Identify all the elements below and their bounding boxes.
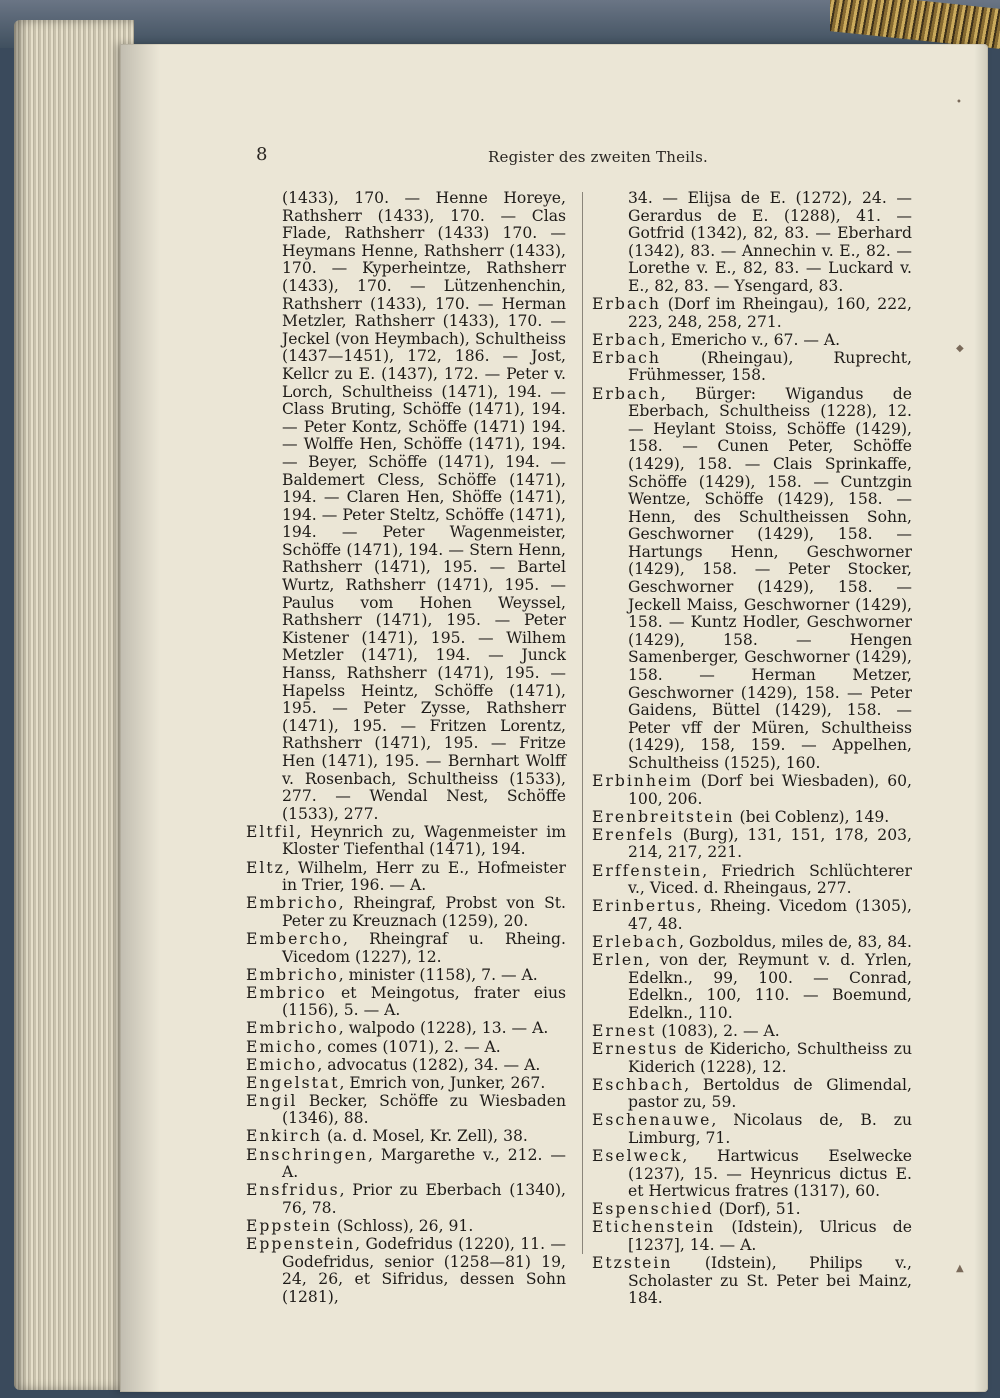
- entry-text: (a. d. Mosel, Kr. Zell), 38.: [322, 1127, 528, 1146]
- entry-headword: Eppstein: [246, 1216, 332, 1235]
- entry-headword: Engelstat: [246, 1073, 340, 1092]
- entry-text: , Margarethe v., 212. — A.: [282, 1145, 566, 1182]
- index-entry: [246, 1218, 566, 1236]
- entry-headword: Eppenstein: [246, 1235, 356, 1254]
- entry-headword: Erinbertus: [592, 897, 697, 916]
- entry-text: et Meingotus, frater eius (1156), 5. — A.: [282, 983, 566, 1020]
- entry-headword: Erenbreitstein: [592, 807, 735, 826]
- entry-text: , von der, Reymunt v. d. Yrlen, Edelkn., 99, 100. — Conrad, Edelkn., 100, 110. — Boemund, Edelkn., 110.: [628, 951, 912, 1022]
- index-entry: [246, 1147, 566, 1182]
- entry-headword: Emicho: [246, 1037, 318, 1056]
- entry-headword: Erbach: [592, 330, 661, 349]
- entry-text: de Kidericho, Schultheiss zu Kiderich (1228), 12.: [628, 1040, 912, 1076]
- entry-text: , Heynrich zu, Wagenmeister im Kloster Tiefenthal (1471), 194.: [282, 822, 566, 859]
- entry-text: , Emericho v., 67. — A.: [660, 330, 841, 349]
- entry-headword: Embercho: [246, 929, 343, 948]
- entry-headword: Ernestus: [592, 1040, 679, 1058]
- index-entry: [592, 773, 912, 808]
- index-entry: [592, 1023, 912, 1041]
- index-entry: [592, 1041, 912, 1076]
- index-entry: [246, 190, 566, 823]
- entry-headword: Erlen: [592, 951, 646, 970]
- index-entry: [592, 863, 912, 898]
- entry-headword: Erbach: [592, 384, 661, 403]
- entry-headword: Embricho: [246, 965, 339, 984]
- entry-headword: Eschbach: [592, 1075, 685, 1094]
- entry-text: (Burg), 131, 151, 178, 203, 214, 217, 221.: [628, 825, 912, 862]
- index-entry: [246, 985, 566, 1020]
- index-entry: [592, 1077, 912, 1112]
- index-entry: [592, 296, 912, 331]
- entry-text: (Dorf im Rheingau), 160, 222, 223, 248, 258, 271.: [628, 295, 912, 331]
- entry-headword: Engil: [246, 1091, 298, 1110]
- index-entry: [246, 1182, 566, 1217]
- index-entry: [592, 332, 912, 350]
- entry-text: , Gozboldus, miles de, 83, 84.: [679, 932, 913, 951]
- page-edge-shadow: [974, 44, 988, 1392]
- index-entry: [592, 350, 912, 385]
- entry-text: (Dorf), 51.: [713, 1200, 801, 1219]
- entry-headword: Etichenstein: [592, 1218, 716, 1237]
- index-entry: [592, 1219, 912, 1254]
- entry-headword: Erbach: [592, 295, 661, 314]
- page-stack: [14, 20, 134, 1390]
- entry-text: (1433), 170. — Henne Horeye, Rathsherr (1433), 170. — Clas Flade, Rathsherr (1433) 170. — Heymans Henne, Rathsherr (1433), 170. — Kyperheintze, Rathsherr (1433), 170. — Lützenhenchin, Rathsherr (1433), 170. — Herman Metzler, Rathsherr (1433), 170. — Jeckel (von Heymbach), Schultheiss (1437—1451), 172, 186. — Jost, Kellcr zu E. (1437), 172. — Peter v. Lorch, Schultheiss (1471), 194. — Class Bruting, Schöffe (1471), 194. — Peter Kontz, Schöffe (1471) 194. — Wolffe Hen, Schöffe (1471), 194. — Beyer, Schöffe (1471), 194. — Baldemert Cless, Schöffe (1471), 194. — Claren Hen, Shöffe (1471), 194. — Peter Steltz, Schöffe (1471), 194. — Peter Wagenmeister, Schöffe (1471), 194. — Stern Henn, Rathsherr (1471), 195. — Bartel Wurtz, Rathsherr (1471), 195. — Paulus vom Hohen Weyssel, Rathsherr (1471), 195. — Peter Kistener (1471), 195. — Wilhem Metzler (1471), 194. — Junck Hanss, Rathsherr (1471), 195. — Hapelss Heintz, Schöffe (1471), 195. — Peter Zysse, Rathsherr (1471), 195. — Fritzen Lorentz, Rathsherr (1471), 195. — Fritze Hen (1471), 195. — Bernhart Wolff v. Rosenbach, Schultheiss (1533), 277. — Wendal Nest, Schöffe (1533), 277.: [282, 189, 566, 823]
- entry-text: , Bertoldus de Glimendal, pastor zu, 59.: [628, 1075, 912, 1112]
- index-entry: [246, 1236, 566, 1306]
- entry-text: , Nicolaus de, B. zu Limburg, 71.: [628, 1111, 912, 1147]
- entry-headword: Eselweck: [592, 1147, 683, 1166]
- right-column: [592, 190, 912, 1308]
- entry-text: (Rheingau), Ruprecht, Frühmesser, 158.: [628, 348, 912, 385]
- entry-text: (Idstein), Philips v., Scholaster zu St. Peter bei Mainz, 184.: [628, 1254, 912, 1308]
- index-entry: [246, 1039, 566, 1057]
- entry-text: (Schloss), 26, 91.: [331, 1216, 474, 1235]
- running-head: Register des zweiten Theils.: [488, 148, 709, 166]
- margin-mark: ◆: [956, 343, 964, 354]
- entry-headword: Embricho: [246, 1019, 339, 1038]
- left-column: [246, 190, 566, 1307]
- entry-headword: Eltfil: [246, 822, 297, 841]
- entry-text: , Hartwicus Eselwecke (1237), 15. — Heynricus dictus E. et Hertwicus fratres (1317), 60.: [628, 1147, 912, 1201]
- entry-headword: Embrico: [246, 983, 327, 1002]
- entry-text: (Dorf bei Wiesbaden), 60, 100, 206.: [628, 772, 912, 808]
- entry-text: (Idstein), Ulricus de [1237], 14. — A.: [628, 1218, 912, 1255]
- page-number: 8: [256, 144, 268, 165]
- index-entry: [246, 824, 566, 859]
- entry-text: Becker, Schöffe zu Wiesbaden (1346), 88.: [282, 1091, 566, 1128]
- gutter-shadow: [120, 44, 160, 1392]
- entry-text: , Rheingraf u. Rheing. Vicedom (1227), 12.: [282, 929, 566, 966]
- margin-mark: ▲: [956, 1263, 964, 1274]
- entry-headword: Erbinheim: [592, 772, 693, 791]
- index-entry: [592, 934, 912, 952]
- entry-headword: Erbach: [592, 348, 661, 367]
- entry-text: , Prior zu Eberbach (1340), 76, 78.: [282, 1181, 566, 1217]
- index-entry: [246, 895, 566, 930]
- index-entry: [592, 809, 912, 827]
- entry-headword: Enkirch: [246, 1127, 323, 1146]
- entry-text: , comes (1071), 2. — A.: [317, 1037, 501, 1056]
- margin-mark: •: [956, 97, 962, 108]
- entry-text: , Bürger: Wigandus de Eberbach, Schultheiss (1228), 12. — Heylant Stoiss, Schöffe (1429), 158. — Cunen Peter, Schöffe (1429), 158. — Clais Sprinkaffe, Schöffe (1429), 158. — Cuntzgin Wentze, Schöffe (1429), 158. — Henn, des Schultheissen Sohn, Geschworner (1429), 158. — Hartungs Henn, Geschworner (1429), 158. — Peter Stocker, Geschworner (1429), 158. — Jeckell Maiss, Geschworner (1429), 158. — Kuntz Hodler, Geschworner (1429), 158. — Hengen Samenberger, Geschworner (1429), 158. — Herman Metzer, Geschworner (1429), 158. — Peter Gaidens, Büttel (1429), 158. — Peter vff der Müren, Schultheiss (1429), 158, 159. — Appelhen, Schultheiss (1525), 160.: [628, 384, 912, 772]
- entry-text: , Emrich von, Junker, 267.: [339, 1073, 546, 1092]
- entry-text: , Rheing. Vicedom (1305), 47, 48.: [628, 897, 912, 933]
- entry-headword: Ernest: [592, 1021, 657, 1040]
- entry-text: , walpodo (1228), 13. — A.: [338, 1019, 549, 1038]
- entry-headword: Etzstein: [592, 1254, 673, 1273]
- entry-text: , Godefridus (1220), 11. — Godefridus, senior (1258—81) 19, 24, 26, et Sifridus, dessen Sohn (1281),: [282, 1235, 566, 1306]
- entry-text: , Wilhelm, Herr zu E., Hofmeister in Trier, 196. — A.: [282, 858, 566, 895]
- entry-headword: Emicho: [246, 1055, 318, 1074]
- index-entry: [592, 898, 912, 933]
- entry-text: , Friedrich Schlüchterer v., Viced. d. Rheingaus, 277.: [628, 861, 912, 898]
- index-entry: [592, 1112, 912, 1147]
- entry-text: , Rheingraf, Probst von St. Peter zu Kreuznach (1259), 20.: [282, 894, 566, 930]
- book-page: [120, 44, 988, 1392]
- index-entry: [246, 967, 566, 985]
- index-entry: [592, 827, 912, 862]
- index-entry: [592, 952, 912, 1022]
- entry-text: , advocatus (1282), 34. — A.: [317, 1055, 541, 1074]
- entry-text: 34. — Elijsa de E. (1272), 24. — Gerardus de E. (1288), 41. — Gotfrid (1342), 82, 83. — Eberhard (1342), 83. — Annechin v. E., 82. — Lorethe v. E., 82, 83. — Luckard v. E., 82, 83. — Ysengard, 83.: [628, 189, 912, 295]
- entry-text: (bei Coblenz), 149.: [734, 807, 890, 826]
- entry-headword: Erffenstein: [592, 861, 703, 880]
- column-divider: [582, 192, 583, 1254]
- index-entry: [592, 1148, 912, 1201]
- entry-headword: Enschringen: [246, 1145, 368, 1164]
- entry-headword: Eltz: [246, 858, 285, 877]
- index-entry: [246, 1075, 566, 1093]
- entry-text: (1083), 2. — A.: [656, 1021, 780, 1040]
- index-entry: [246, 931, 566, 966]
- entry-headword: Embricho: [246, 894, 339, 913]
- entry-headword: Erenfels: [592, 825, 675, 844]
- index-entry: [592, 1201, 912, 1219]
- index-entry: [246, 860, 566, 895]
- entry-headword: Erlebach: [592, 932, 680, 951]
- index-entry: [592, 1255, 912, 1308]
- index-entry: [246, 1128, 566, 1146]
- entry-headword: Eschenauwe: [592, 1111, 712, 1130]
- index-entry: [246, 1093, 566, 1128]
- entry-text: , minister (1158), 7. — A.: [338, 965, 538, 984]
- entry-headword: Ensfridus: [246, 1181, 340, 1200]
- index-entry: [592, 386, 912, 773]
- index-entry: [246, 1057, 566, 1075]
- entry-headword: Espenschied: [592, 1200, 714, 1219]
- index-entry: [246, 1020, 566, 1038]
- index-entry: [592, 190, 912, 296]
